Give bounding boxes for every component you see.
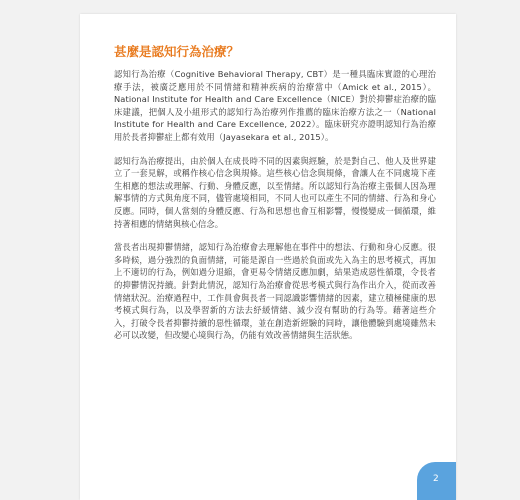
paragraph: 認知行為治療（Cognitive Behavioral Therapy, CBT）是一種具臨床實證的心理治療手法，被廣泛應用於不同情緒和精神疾病的治療當中（Amick et al., 2015）。National Institute for Health and Care Excellence（NICE）對於抑鬱症治療的臨床建議，把個人及小組形式的認知行為治療列作推薦的臨床治療方法之一（National Institute for Health and Care Excellence, 2022）。臨床研究亦證明認知行為治療用於長者抑鬱症上都有效用（Jayasekara et al., 2015）。 <box>114 69 436 142</box>
body-text <box>114 68 436 353</box>
document-page <box>80 14 456 500</box>
section-heading: 甚麼是認知行為治療？ <box>114 44 240 59</box>
paragraph: 認知行為治療提出，由於個人在成長時不同的因素與經驗，於是對自己、他人及世界建立了一套見解，或稱作核心信念與規條。這些核心信念與規條，會讓人在不同處境下產生相應的想法或理解、行動、身體反應，以至情緒。所以認知行為治療主張個人因為理解事情的方式與角度不同，儘管處境相同，不同人也可以產生不同的情緒、行為和身心反應。同時，個人當刻的身體反應、行為和思想也會互相影響，慢慢變成一個循環，維持著相應的情緒與核心信念。 <box>114 155 436 229</box>
page-number: 2 <box>433 474 439 484</box>
page-number-tab <box>417 462 456 500</box>
paragraph: 當長者出現抑鬱情緒，認知行為治療會去理解他在事件中的想法、行動和身心反應。很多時候，過分強烈的負面情緒，可能是源自一些過於負面或先入為主的思考模式，再加上不適切的行為，例如過分退縮，會更易令情緒反應加劇，結果造成惡性循環，令長者的抑鬱情況持續。針對此情況，認知行為治療會從思考模式與行為作出介入，從而改善情緒狀況。治療過程中，工作員會與長者一同認識影響情緒的因素，建立積極健康的思考模式與行為，以及學習新的方法去紓緩情緒、減少沒有幫助的行為等。藉著這些介入，打破令長者抑鬱持續的惡性循環，並在創造新經驗的同時，讓他體驗到處境雖然未必可以改變，但改變心境與行為，仍能有效改善情緒與生活狀態。 <box>114 242 436 341</box>
